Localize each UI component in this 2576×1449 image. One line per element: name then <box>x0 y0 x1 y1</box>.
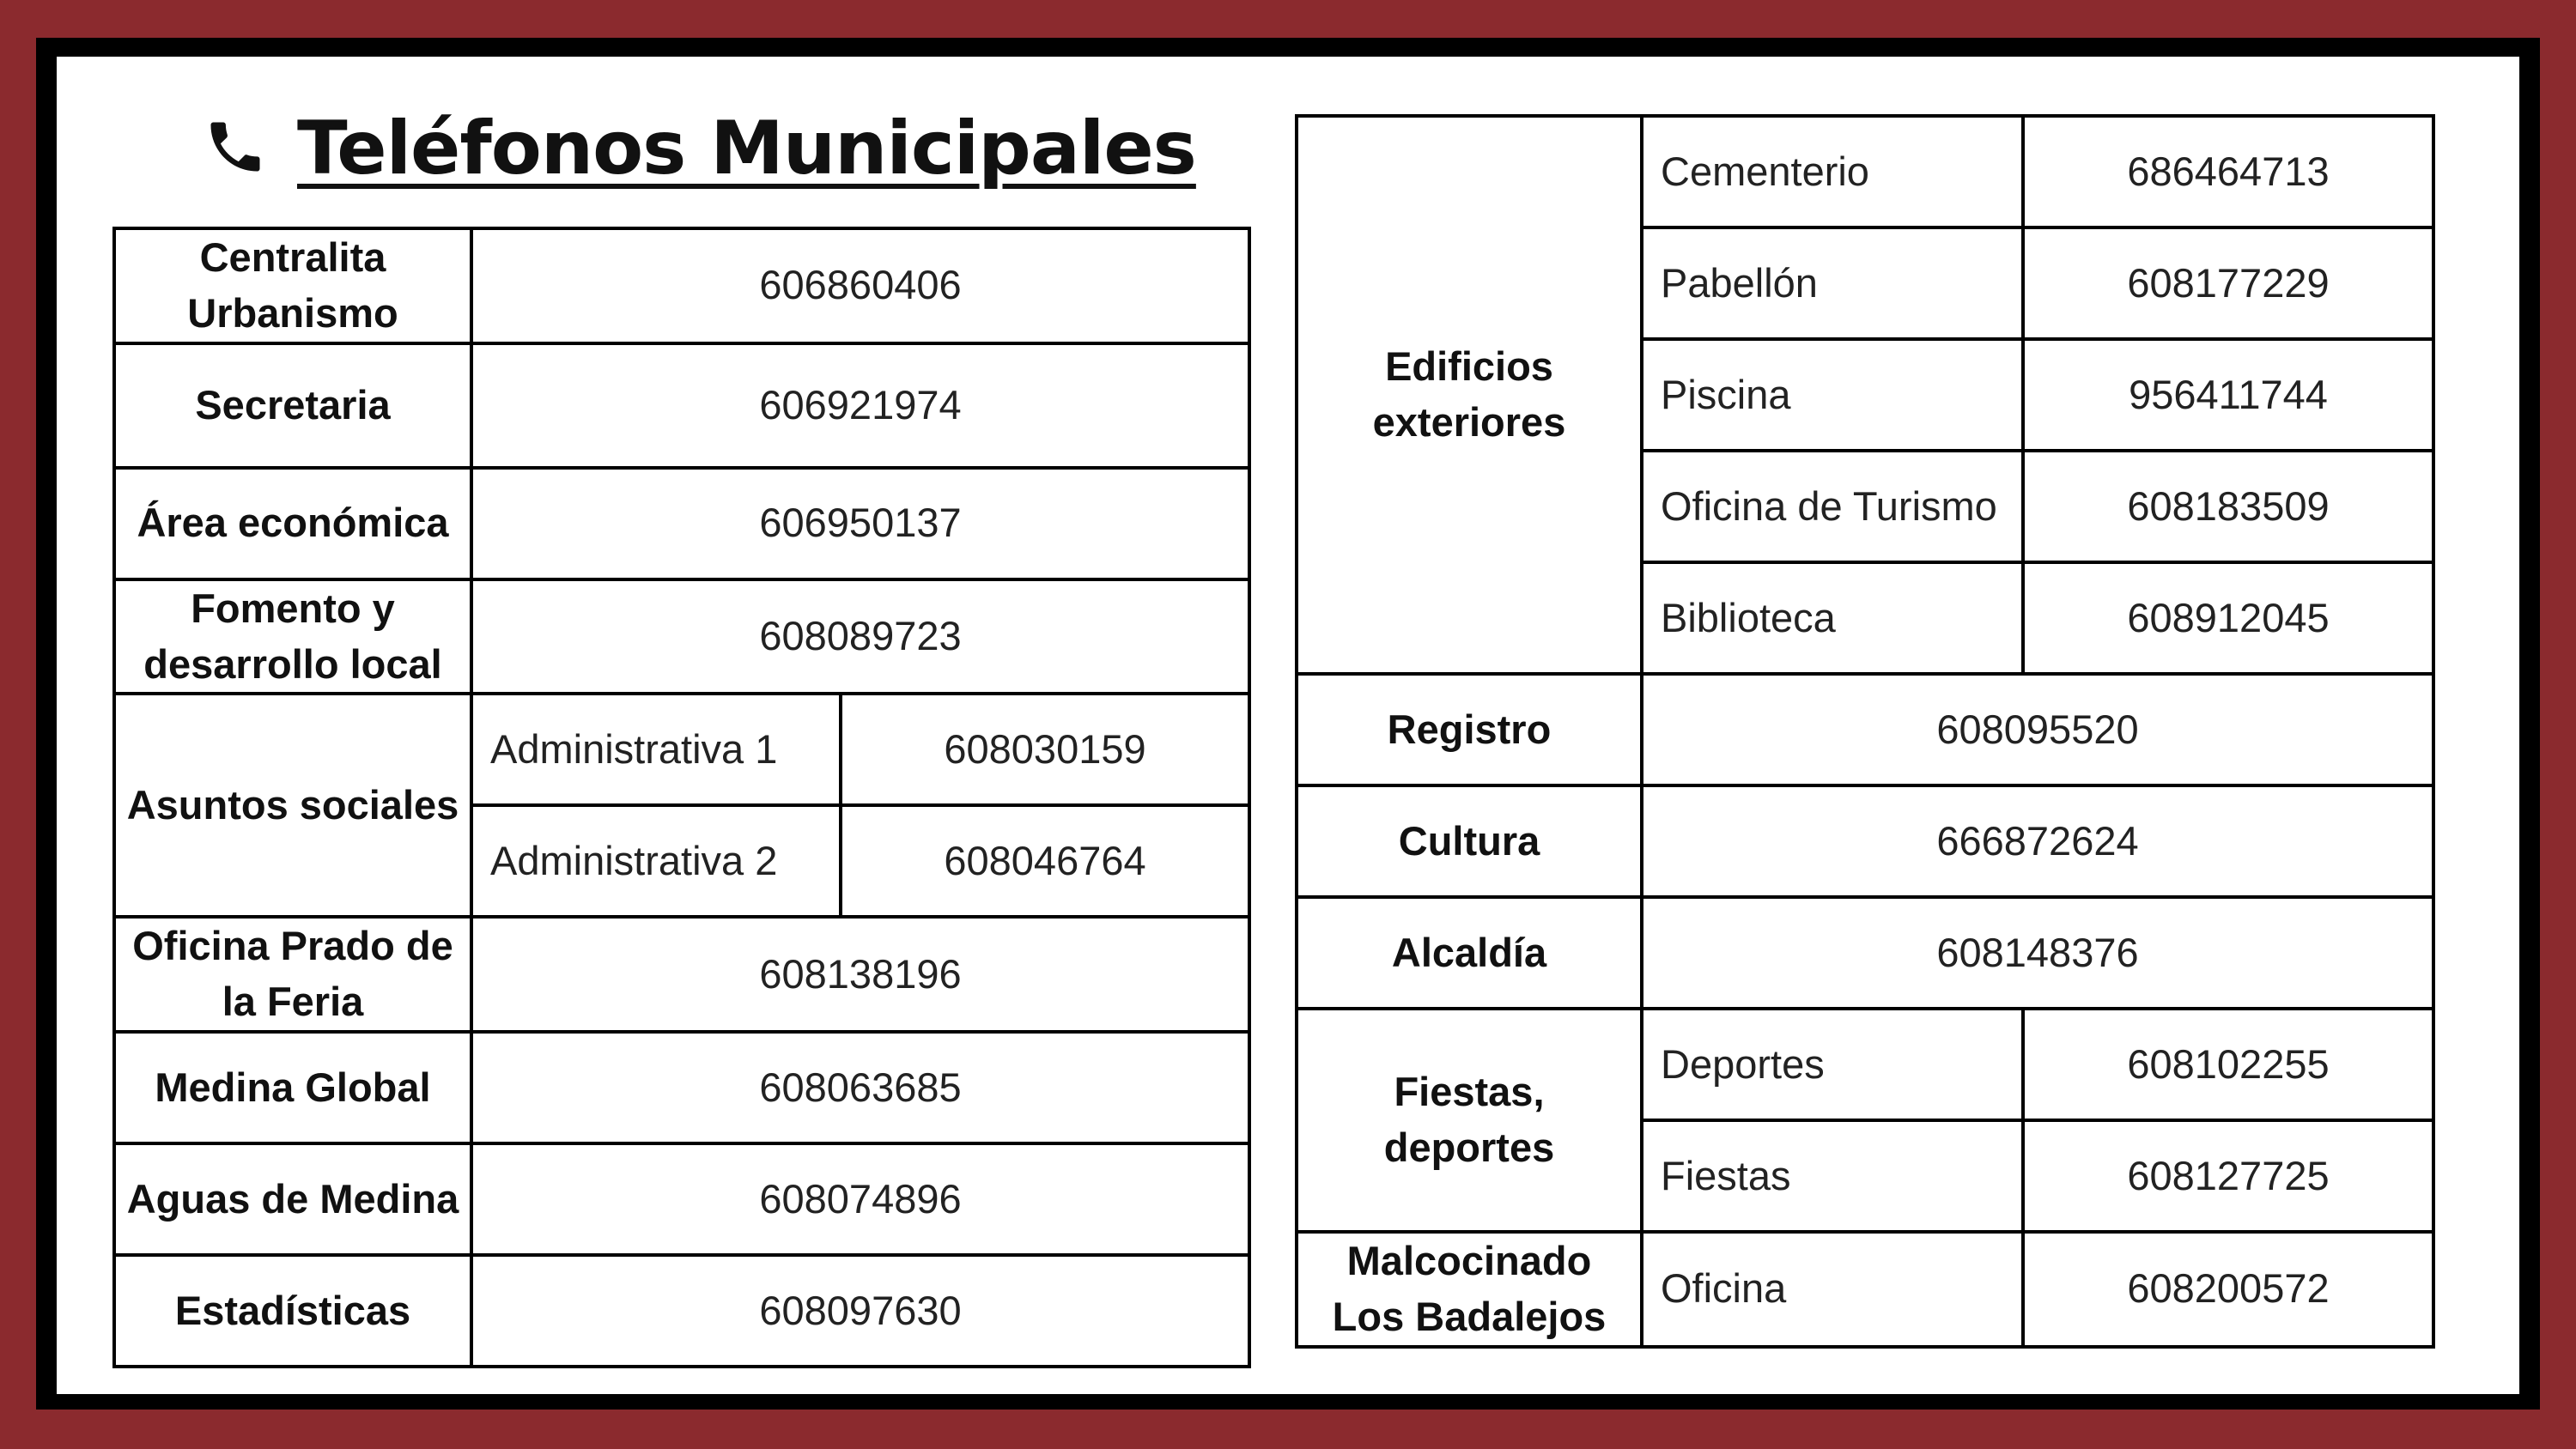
phone-number: 608177229 <box>2023 227 2433 339</box>
table-row <box>114 343 1249 468</box>
dept-label: Área económica <box>114 468 471 579</box>
dept-label: Alcaldía <box>1297 897 1642 1009</box>
phone-number: 608127725 <box>2023 1120 2433 1232</box>
left-phone-table <box>112 227 1251 1368</box>
phone-number: 956411744 <box>2023 339 2433 451</box>
table-row <box>1297 116 2433 227</box>
dept-label: Fiestas, deportes <box>1297 1009 1642 1232</box>
phone-number: 608030159 <box>841 694 1249 805</box>
sub-dept-label: Pabellón <box>1642 227 2023 339</box>
sub-dept-label: Biblioteca <box>1642 562 2023 674</box>
sub-dept-label: Oficina de Turismo <box>1642 451 2023 562</box>
dept-label: Medina Global <box>114 1032 471 1143</box>
phone-number: 666872624 <box>1642 785 2433 897</box>
table-row <box>114 1032 1249 1143</box>
dept-label: Secretaria <box>114 343 471 468</box>
dept-label: Centralita Urbanismo <box>114 228 471 343</box>
phone-icon <box>203 114 268 184</box>
dept-label: Oficina Prado de la Feria <box>114 917 471 1032</box>
phone-number: 608074896 <box>471 1143 1249 1255</box>
dept-label: Asuntos sociales <box>114 694 471 917</box>
table-row <box>114 694 1249 805</box>
phone-number: 608102255 <box>2023 1009 2433 1120</box>
sub-dept-label: Administrativa 1 <box>471 694 841 805</box>
sub-dept-label: Piscina <box>1642 339 2023 451</box>
phone-number: 608046764 <box>841 805 1249 917</box>
phone-number: 608063685 <box>471 1032 1249 1143</box>
sub-dept-label: Cementerio <box>1642 116 2023 227</box>
phone-number: 608148376 <box>1642 897 2433 1009</box>
dept-label: Fomento y desarrollo local <box>114 579 471 694</box>
phone-number: 608089723 <box>471 579 1249 694</box>
sub-dept-label: Deportes <box>1642 1009 2023 1120</box>
phone-number: 608912045 <box>2023 562 2433 674</box>
table-row <box>1297 1232 2433 1347</box>
table-row <box>114 1255 1249 1367</box>
phone-number: 608200572 <box>2023 1232 2433 1347</box>
dept-label: Edificios exteriores <box>1297 116 1642 674</box>
phone-number: 606860406 <box>471 228 1249 343</box>
table-row <box>1297 897 2433 1009</box>
table-row <box>114 228 1249 343</box>
table-row <box>114 579 1249 694</box>
dept-label: Aguas de Medina <box>114 1143 471 1255</box>
page-title: Teléfonos Municipales <box>297 106 1196 191</box>
phone-number: 608095520 <box>1642 674 2433 785</box>
sub-dept-label: Oficina <box>1642 1232 2023 1347</box>
table-row <box>1297 1009 2433 1120</box>
sub-dept-label: Fiestas <box>1642 1120 2023 1232</box>
dept-label: Malcocinado Los Badalejos <box>1297 1232 1642 1347</box>
phone-number: 608097630 <box>471 1255 1249 1367</box>
table-row <box>114 917 1249 1032</box>
phone-number: 608138196 <box>471 917 1249 1032</box>
phone-number: 608183509 <box>2023 451 2433 562</box>
phone-number: 686464713 <box>2023 116 2433 227</box>
table-row <box>114 468 1249 579</box>
table-row <box>1297 674 2433 785</box>
table-row <box>114 1143 1249 1255</box>
dept-label: Estadísticas <box>114 1255 471 1367</box>
table-row <box>1297 785 2433 897</box>
dept-label: Registro <box>1297 674 1642 785</box>
dept-label: Cultura <box>1297 785 1642 897</box>
phone-number: 606921974 <box>471 343 1249 468</box>
sub-dept-label: Administrativa 2 <box>471 805 841 917</box>
page-title-block <box>203 101 1196 196</box>
phone-number: 606950137 <box>471 468 1249 579</box>
right-phone-table <box>1295 114 2435 1349</box>
